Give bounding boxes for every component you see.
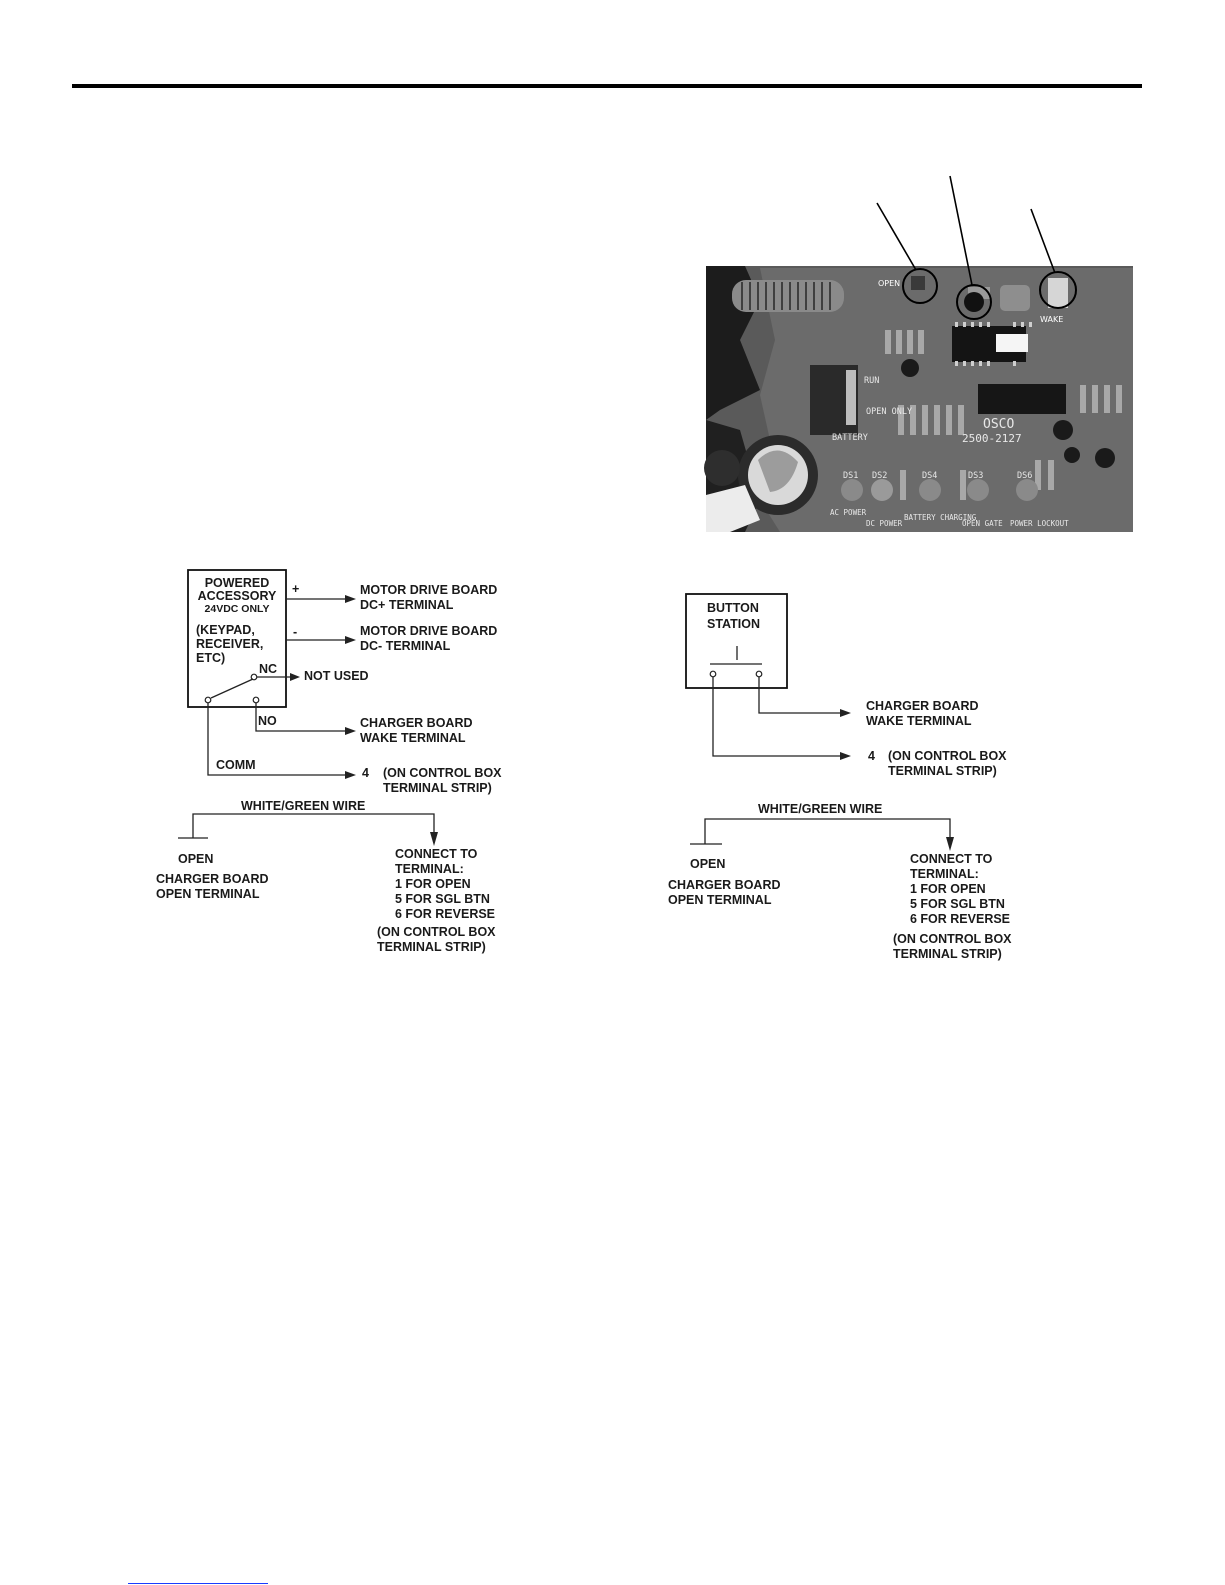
box-examples: RECEIVER, xyxy=(196,637,264,651)
connect-text: TERMINAL STRIP) xyxy=(377,940,486,954)
connect-text: 6 FOR REVERSE xyxy=(910,912,1011,926)
silk-open: OPEN xyxy=(878,279,901,288)
wake-label: WAKE TERMINAL xyxy=(360,731,466,745)
no-label: NO xyxy=(258,714,277,728)
connect-text: 1 FOR OPEN xyxy=(395,877,471,891)
wake-label: CHARGER BOARD xyxy=(360,716,473,730)
terminal-4-label: TERMINAL STRIP) xyxy=(383,781,492,795)
terminal-4-label: TERMINAL STRIP) xyxy=(888,764,997,778)
led-label-open-gate: OPEN GATE xyxy=(962,519,1003,528)
open-desc: CHARGER BOARD xyxy=(156,872,269,886)
led-label-battery-charging: BATTERY CHARGING xyxy=(904,513,977,522)
led-label-ac-power: AC POWER xyxy=(830,508,867,517)
box-examples: ETC) xyxy=(196,651,226,665)
connect-text: 5 FOR SGL BTN xyxy=(395,892,490,906)
white-green-wire-label: WHITE/GREEN WIRE xyxy=(758,802,883,816)
silk-battery: BATTERY xyxy=(832,433,868,443)
silk-wake: WAKE xyxy=(1040,315,1064,324)
box-title: BUTTON xyxy=(707,601,759,615)
dc-plus-label: DC+ TERMINAL xyxy=(360,598,454,612)
open-desc: OPEN TERMINAL xyxy=(156,887,260,901)
box-voltage: 24VDC ONLY xyxy=(204,603,270,615)
box-examples: (KEYPAD, xyxy=(196,623,255,637)
connect-text: CONNECT TO xyxy=(395,847,478,861)
nc-label: NC xyxy=(259,662,278,676)
led-ref: DS6 xyxy=(1017,471,1033,481)
silk-open-only: OPEN ONLY xyxy=(866,407,913,417)
silk-run: RUN xyxy=(864,376,880,386)
led-ref: DS1 xyxy=(843,471,859,481)
powered-accessory-wiring-diagram xyxy=(156,570,502,954)
button-station-wiring-diagram xyxy=(668,594,1012,961)
comm-label: COMM xyxy=(216,758,256,772)
open-desc: OPEN TERMINAL xyxy=(668,893,772,907)
connect-text: CONNECT TO xyxy=(910,852,993,866)
wake-label: WAKE TERMINAL xyxy=(866,714,972,728)
plus-sign: + xyxy=(292,582,300,596)
connect-text: (ON CONTROL BOX xyxy=(377,925,496,939)
dc-plus-label: MOTOR DRIVE BOARD xyxy=(360,583,498,597)
led-ref: DS4 xyxy=(922,471,938,481)
not-used-label: NOT USED xyxy=(304,669,369,683)
terminal-4-number: 4 xyxy=(868,749,875,763)
open-label: OPEN xyxy=(690,857,726,871)
open-desc: CHARGER BOARD xyxy=(668,878,781,892)
box-title: ACCESSORY xyxy=(197,589,277,603)
wake-label: CHARGER BOARD xyxy=(866,699,979,713)
box-title: POWERED xyxy=(204,576,270,590)
dc-minus-label: DC- TERMINAL xyxy=(360,639,451,653)
terminal-4-number: 4 xyxy=(362,766,369,780)
minus-sign: - xyxy=(293,625,298,639)
led-label-dc-power: DC POWER xyxy=(866,519,903,528)
connect-text: 1 FOR OPEN xyxy=(910,882,986,896)
open-label: OPEN xyxy=(178,852,214,866)
led-ref: DS2 xyxy=(872,471,888,481)
board-brand: OSCO xyxy=(983,417,1015,432)
circuit-board-photo xyxy=(704,266,1133,532)
connect-text: 5 FOR SGL BTN xyxy=(910,897,1005,911)
white-green-wire-label: WHITE/GREEN WIRE xyxy=(241,799,366,813)
terminal-4-label: (ON CONTROL BOX xyxy=(383,766,502,780)
connect-text: 6 FOR REVERSE xyxy=(395,907,496,921)
box-title: STATION xyxy=(707,617,761,631)
led-ref: DS3 xyxy=(968,471,984,481)
led-label-power-lockout: POWER LOCKOUT xyxy=(1010,519,1069,528)
connect-text: TERMINAL STRIP) xyxy=(893,947,1002,961)
connect-text: TERMINAL: xyxy=(395,862,464,876)
board-part-number: 2500-2127 xyxy=(962,432,1022,445)
terminal-4-label: (ON CONTROL BOX xyxy=(888,749,1007,763)
connect-text: TERMINAL: xyxy=(910,867,979,881)
footer-link-underline[interactable] xyxy=(128,1583,268,1584)
connect-text: (ON CONTROL BOX xyxy=(893,932,1012,946)
dc-minus-label: MOTOR DRIVE BOARD xyxy=(360,624,498,638)
